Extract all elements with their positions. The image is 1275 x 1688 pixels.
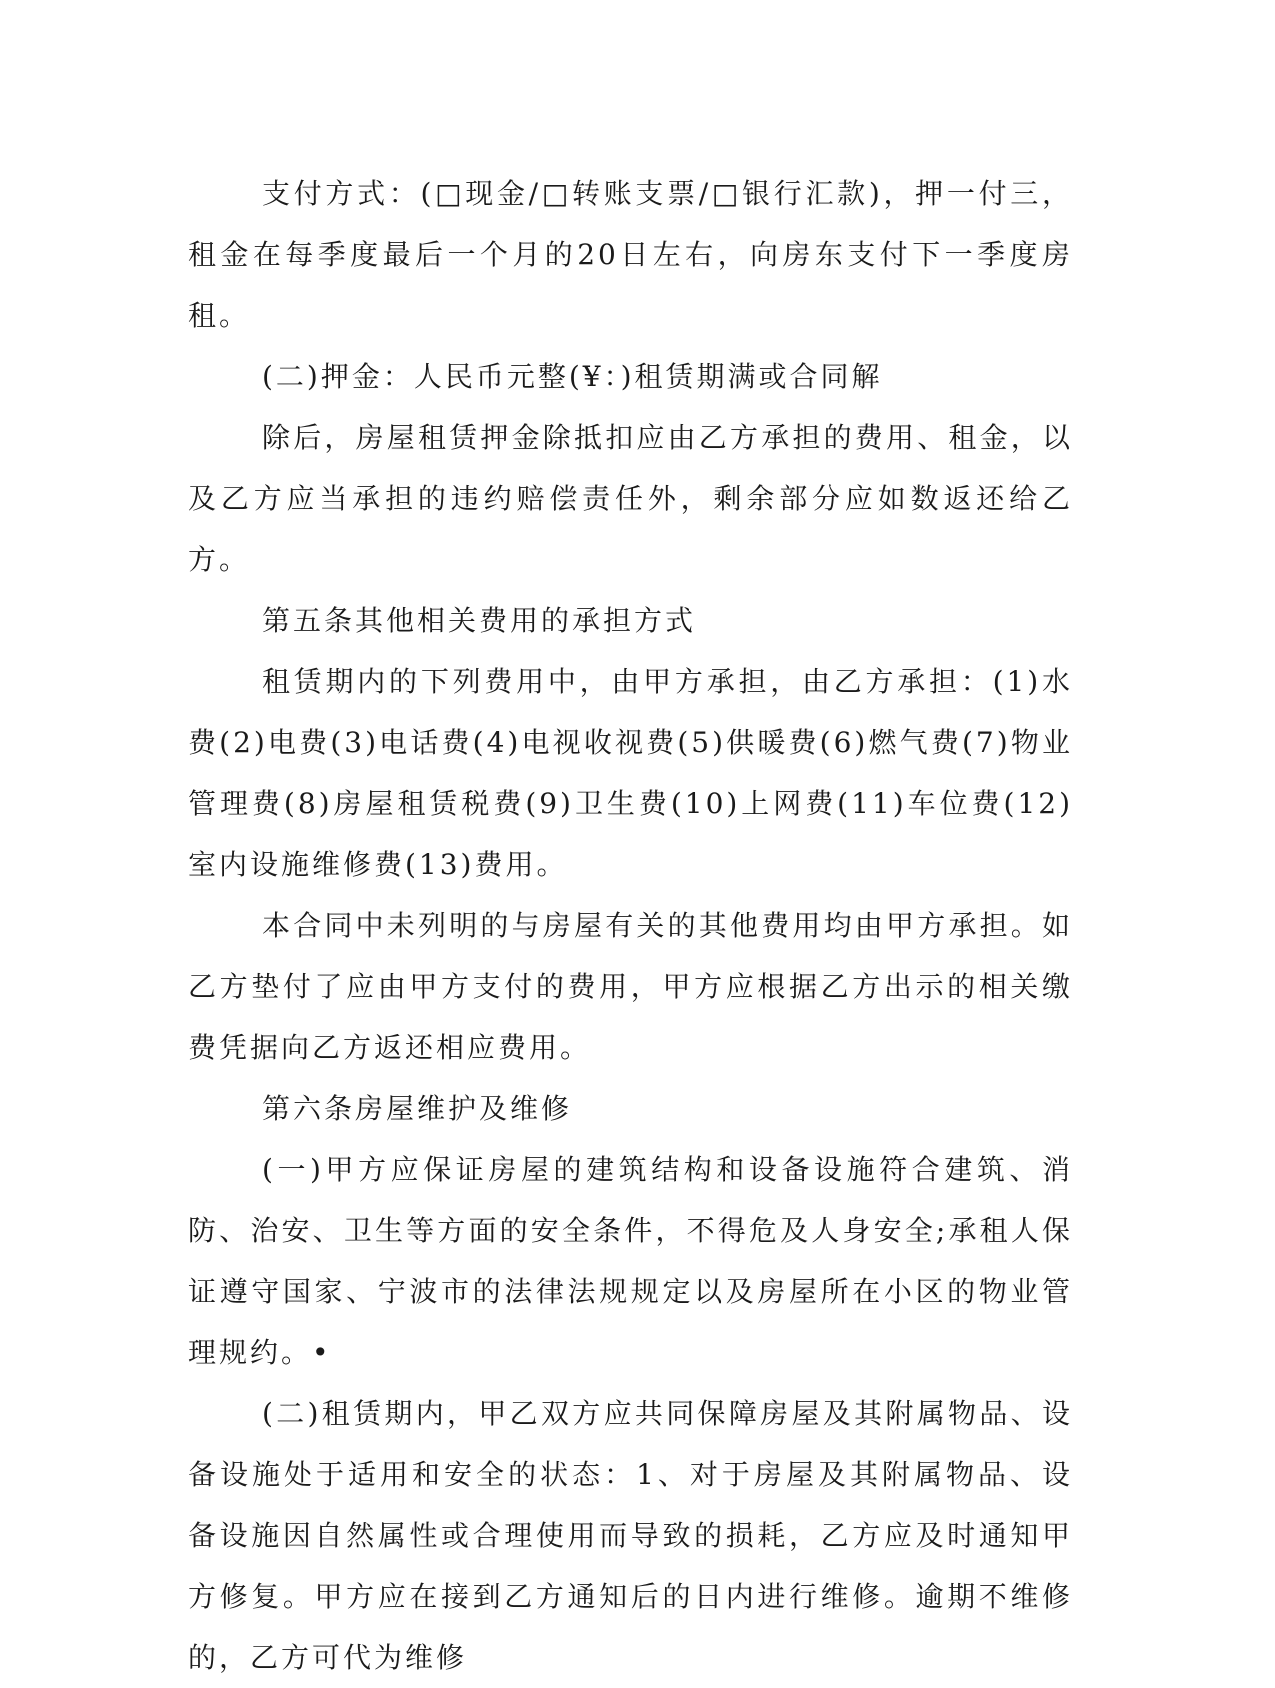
paragraph-maintenance: (二)租赁期内，甲乙双方应共同保障房屋及其附属物品、设备设施处于适用和安全的状态：1、对于房屋及其附属物品、设备设施因自然属性或合理使用而导致的损耗，乙方应及时通知甲方修复。甲方应在接到乙方通知后的日内进行维修。逾期不维修的，乙方可代为维修 <box>188 1397 1073 1674</box>
heading-article-6: 第六条房屋维护及维修 <box>262 1092 573 1125</box>
heading-article-5: 第五条其他相关费用的承担方式 <box>262 604 697 637</box>
document-body <box>188 163 1073 1688</box>
paragraph-deposit-return: 除后，房屋租赁押金除抵扣应由乙方承担的费用、租金，以及乙方应当承担的违约赔偿责任外，剩余部分应如数返还给乙方。 <box>188 421 1073 576</box>
paragraph-fee-list: 租赁期内的下列费用中，由甲方承担，由乙方承担：(1)水费(2)电费(3)电话费(4)电视收视费(5)供暖费(6)燃气费(7)物业管理费(8)房屋租赁税费(9)卫生费(10)上网费(11)车位费(12)室内设施维修费(13)费用。 <box>188 665 1073 881</box>
paragraph-other-fees: 本合同中未列明的与房屋有关的其他费用均由甲方承担。如乙方垫付了应由甲方支付的费用，甲方应根据乙方出示的相关缴费凭据向乙方返还相应费用。 <box>188 909 1073 1064</box>
paragraph-payment-method: 支付方式：(□现金/□转账支票/□银行汇款)，押一付三，租金在每季度最后一个月的20日左右，向房东支付下一季度房租。 <box>188 177 1073 332</box>
paragraph-deposit: (二)押金：人民币元整(¥：)租赁期满或合同解 <box>262 360 883 393</box>
paragraph-safety-guarantee: (一)甲方应保证房屋的建筑结构和设备设施符合建筑、消防、治安、卫生等方面的安全条件，不得危及人身安全;承租人保证遵守国家、宁波市的法律法规规定以及房屋所在小区的物业管理规约。• <box>188 1153 1073 1369</box>
